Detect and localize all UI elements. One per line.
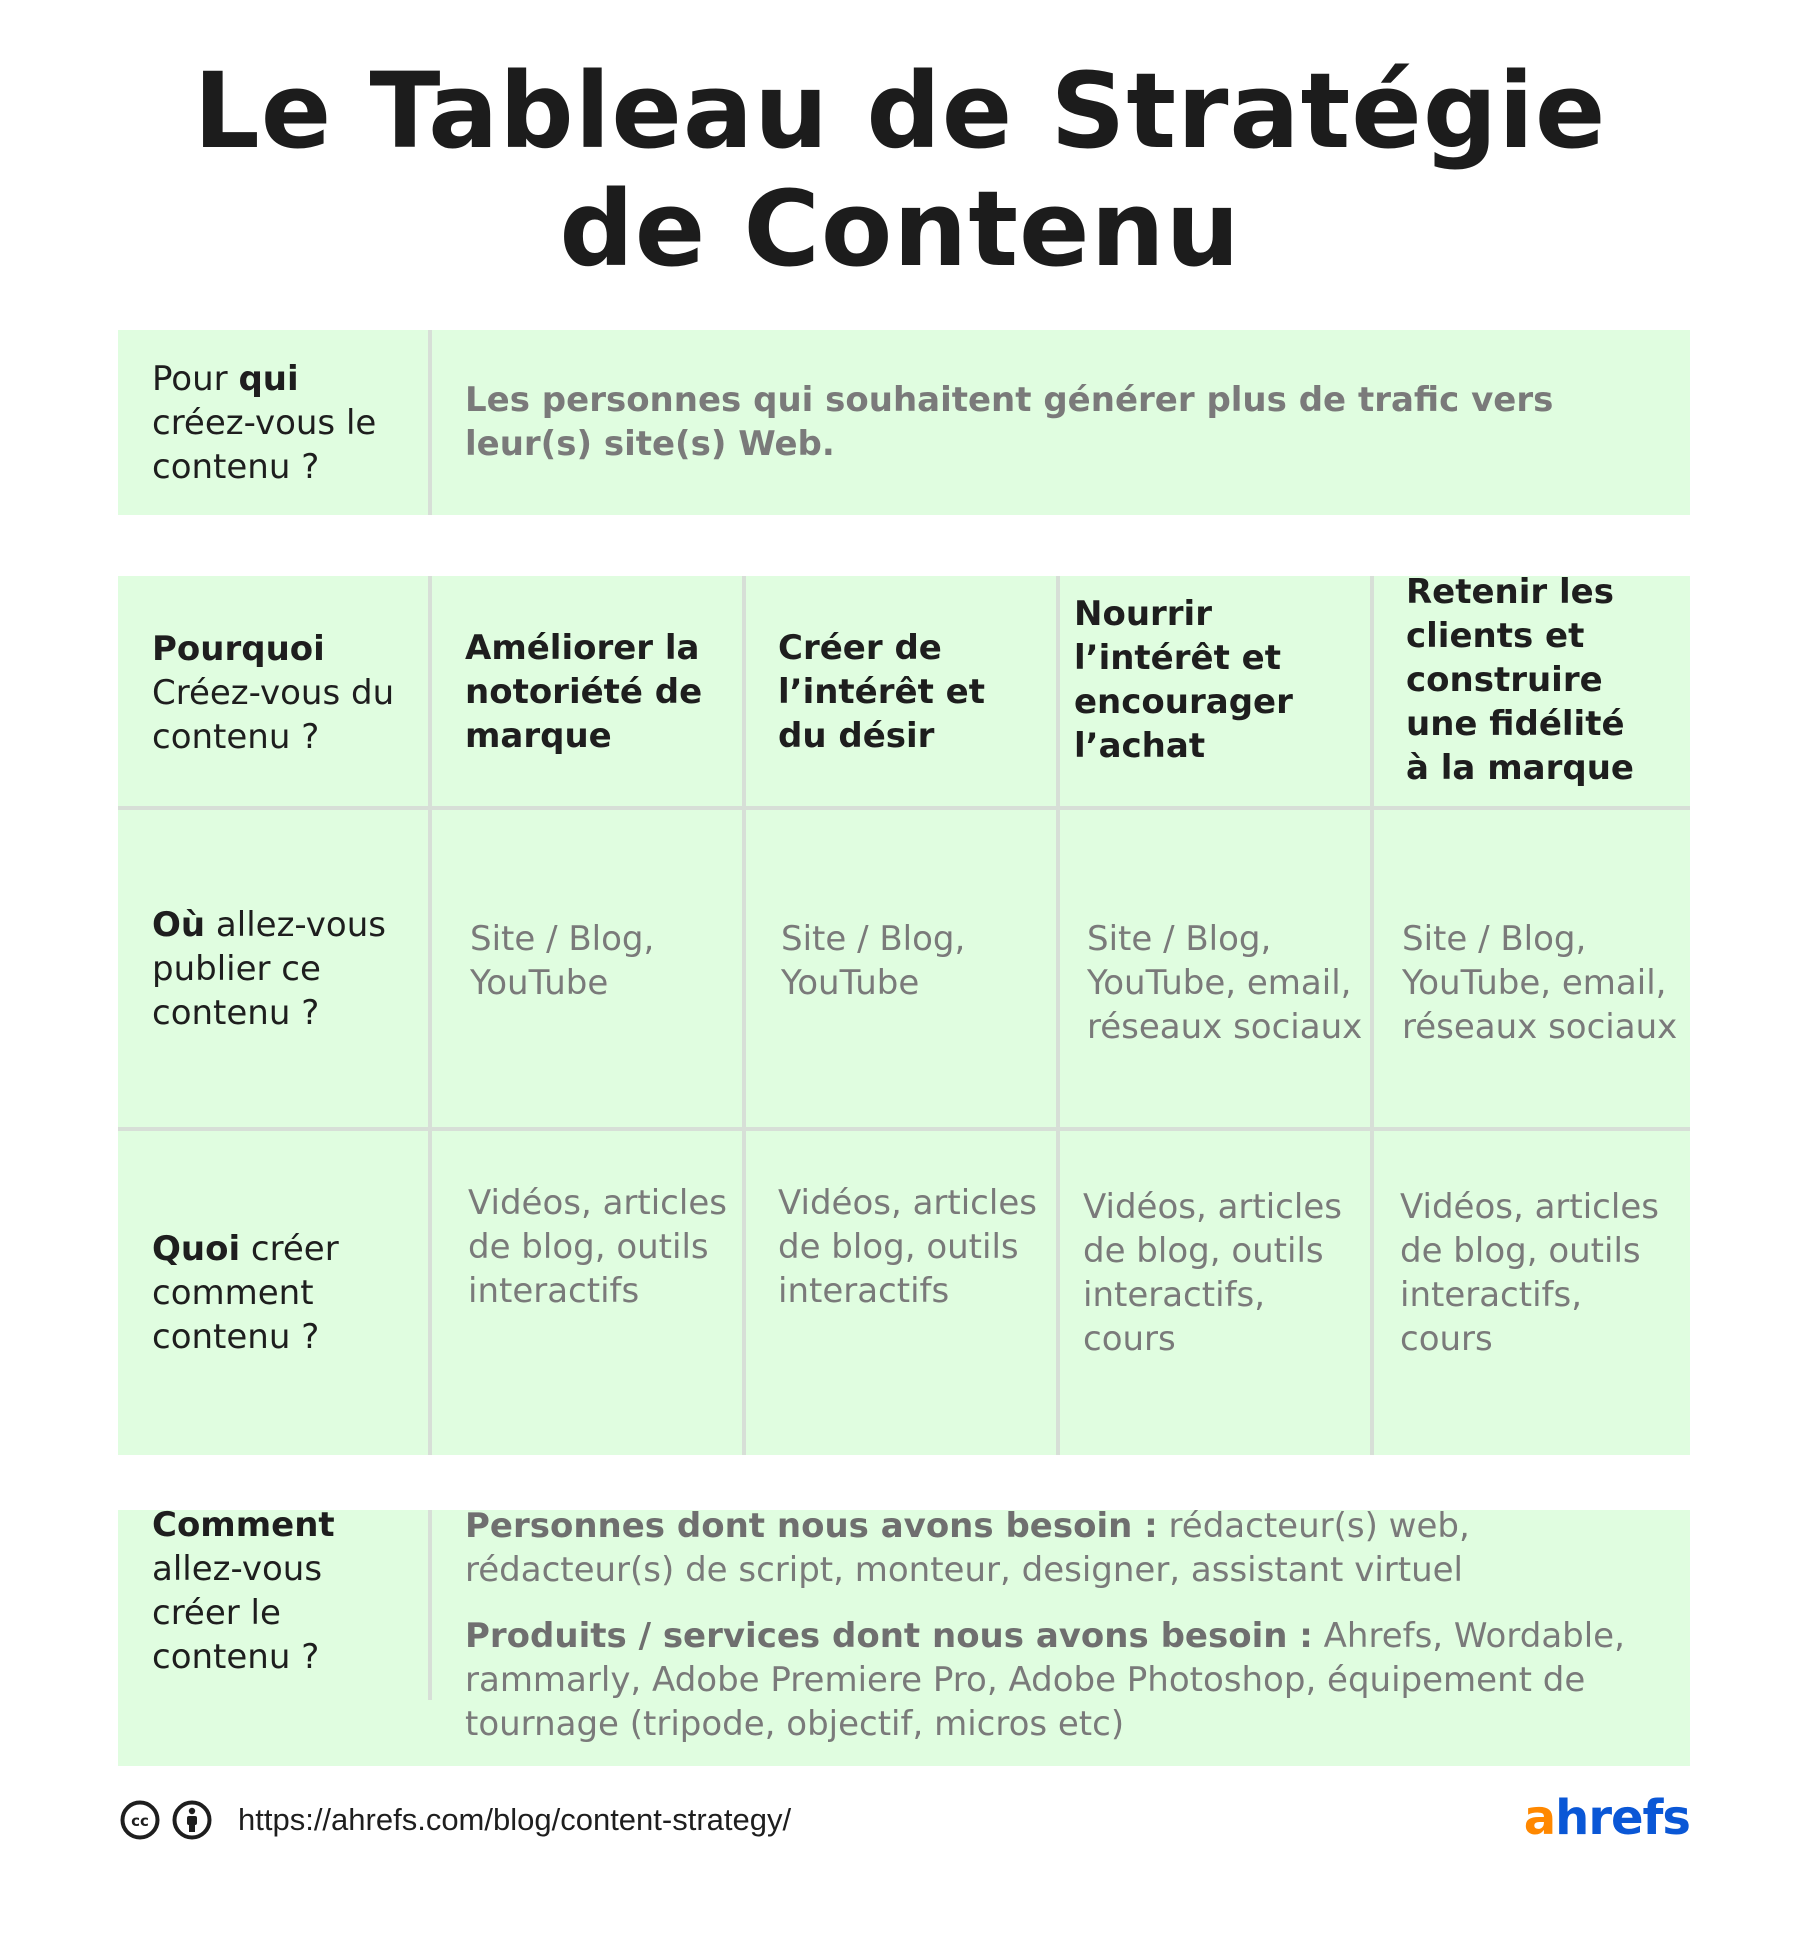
who-answer: Les personnes qui souhaitent générer plus de trafic vers leur(s) site(s) Web. xyxy=(465,380,1554,464)
where-label xyxy=(152,903,422,1035)
logo-letters-rest: hrefs xyxy=(1555,1790,1690,1846)
what-cell: Vidéos, articles de blog, outils interactifs xyxy=(468,1183,727,1311)
what-label-rest: créer comment contenu ? xyxy=(152,1229,339,1357)
what-label-bold: Quoi xyxy=(152,1229,241,1269)
what-label xyxy=(152,1227,422,1359)
logo-letter-a: a xyxy=(1523,1790,1556,1846)
who-label xyxy=(152,357,412,489)
how-products-heading: Produits / services dont nous avons besoin : xyxy=(465,1616,1313,1656)
where-label-rest: allez-vous publier ce contenu ? xyxy=(152,905,386,1033)
attribution-icon xyxy=(172,1800,212,1840)
why-cell: Améliorer la notoriété de marque xyxy=(465,628,703,756)
grid-col-divider xyxy=(428,576,432,1455)
why-label-bold: Pourquoi xyxy=(152,629,325,669)
what-cell: Vidéos, articles de blog, outils interactifs, cours xyxy=(1083,1187,1342,1359)
where-cell: Site / Blog, YouTube, email, réseaux sociaux xyxy=(1402,919,1678,1047)
svg-text:cc: cc xyxy=(131,1812,149,1830)
why-label-rest: Créez-vous du contenu ? xyxy=(152,673,395,757)
how-people xyxy=(465,1504,1675,1592)
ahrefs-logo xyxy=(1524,1790,1690,1846)
who-label-rest: créez-vous le contenu ? xyxy=(152,403,377,487)
how-label xyxy=(152,1503,412,1679)
grid-col-divider xyxy=(1370,576,1374,1455)
source-url-link[interactable]: https://ahrefs.com/blog/content-strategy/ xyxy=(238,1802,792,1837)
how-label-rest: allez-vous créer le contenu ? xyxy=(152,1549,323,1677)
title-line-2: de Contenu xyxy=(559,168,1241,290)
why-cell: Créer de l’intérêt et du désir xyxy=(778,628,985,756)
how-people-heading: Personnes dont nous avons besoin : xyxy=(465,1506,1158,1546)
who-label-bold: qui xyxy=(238,359,299,399)
where-cell: Site / Blog, YouTube xyxy=(781,919,966,1003)
what-cell: Vidéos, articles de blog, outils interactifs, cours xyxy=(1400,1187,1659,1359)
why-cell: Retenir les clients et construire une fidélité à la marque xyxy=(1406,572,1634,788)
creative-commons-icon xyxy=(120,1800,160,1840)
grid-col-divider xyxy=(1056,576,1060,1455)
how-divider xyxy=(428,1510,432,1700)
how-people-text: rédacteur(s) web, rédacteur(s) de script, monteur, designer, assistant virtuel xyxy=(465,1506,1470,1590)
title-line-1: Le Tableau de Stratégie xyxy=(193,50,1607,172)
how-label-bold: Comment xyxy=(152,1505,335,1545)
why-label xyxy=(152,627,422,759)
where-cell: Site / Blog, YouTube, email, réseaux sociaux xyxy=(1087,919,1363,1047)
where-label-bold: Où xyxy=(152,905,206,945)
grid-row-divider xyxy=(118,1127,1690,1131)
where-cell: Site / Blog, YouTube xyxy=(470,919,655,1003)
how-products-text: Ahrefs, Wordable, rammarly, Adobe Premiere Pro, Adobe Photoshop, équipement de tournage (tripode, objectif, micros etc) xyxy=(465,1616,1625,1744)
how-products xyxy=(465,1614,1675,1746)
who-label-pre: Pour xyxy=(152,359,239,399)
what-cell: Vidéos, articles de blog, outils interactifs xyxy=(778,1183,1037,1311)
grid-row-divider xyxy=(118,806,1690,810)
grid-col-divider xyxy=(742,576,746,1455)
page-title xyxy=(0,52,1800,288)
who-divider xyxy=(428,330,432,515)
why-cell: Nourrir l’intérêt et encourager l’achat xyxy=(1074,594,1293,766)
